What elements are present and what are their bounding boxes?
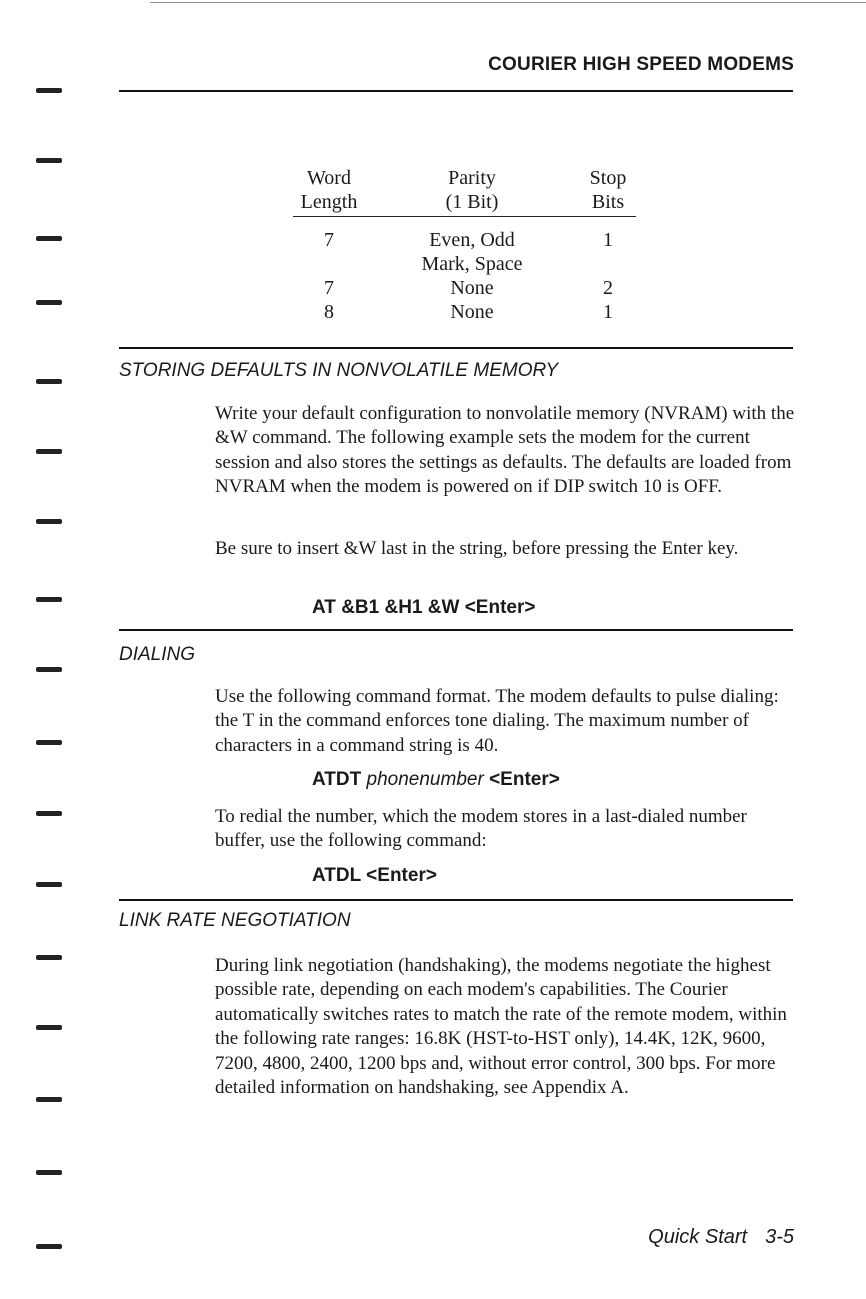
table-cell-parity: Even, Odd [429, 229, 515, 251]
binder-mark [36, 1244, 62, 1249]
table-cell-stop: 2 [603, 277, 613, 299]
dialing-command [312, 769, 560, 791]
running-head: COURIER HIGH SPEED MODEMS [488, 54, 794, 75]
section-heading-storing-defaults: STORING DEFAULTS IN NONVOLATILE MEMORY [119, 360, 559, 381]
binder-mark [36, 88, 62, 93]
dialing-paragraph-1: Use the following command format. The modem defaults to pulse dialing: the T in the command enforces tone dialing. The maximum number of characters in a command string is 40. [215, 686, 779, 756]
binder-mark [36, 158, 62, 163]
storing-paragraph-2: Be sure to insert &W last in the string, before pressing the Enter key. [215, 538, 739, 559]
binder-mark [36, 667, 62, 672]
table-header-rule [293, 216, 636, 217]
table-cell-stop: 1 [603, 229, 613, 251]
dialing-command-arg: phonenumber [366, 769, 484, 790]
table-header-parity: Parity (1 Bit) [445, 167, 499, 213]
binder-mark [36, 740, 62, 745]
binder-mark [36, 300, 62, 305]
binder-mark [36, 1025, 62, 1030]
binder-mark [36, 379, 62, 384]
footer-section: Quick Start [648, 1226, 748, 1248]
section-rule [119, 899, 793, 901]
table-cell-parity: None [450, 277, 494, 299]
binder-mark [36, 236, 62, 241]
table-cell-parity: None [450, 301, 494, 323]
table-header-stop-bits: Stop Bits [589, 167, 627, 213]
binder-mark [36, 597, 62, 602]
dialing-command-prefix: ATDT [312, 769, 362, 790]
storing-command: AT &B1 &H1 &W <Enter> [312, 597, 536, 618]
binder-mark [36, 955, 62, 960]
scan-top-line [150, 2, 866, 3]
section-rule [119, 629, 793, 631]
table-header-word-length: Word Length [300, 167, 358, 213]
redial-command: ATDL <Enter> [312, 865, 437, 886]
binder-mark [36, 1170, 62, 1175]
page-footer [648, 1226, 794, 1249]
dialing-command-suffix: <Enter> [489, 769, 560, 790]
section-rule [119, 347, 793, 349]
table-cell-word: 7 [324, 277, 334, 299]
storing-paragraph-1: Write your default configuration to nonvolatile memory (NVRAM) with the &W command. The following example sets the modem for the current session and also stores the settings as defaults. The defaults are loaded from NVRAM when the modem is powered on if DIP switch 10 is OFF. [215, 403, 795, 498]
binder-mark [36, 449, 62, 454]
table-cell-word: 7 [324, 229, 334, 251]
section-heading-link-rate: LINK RATE NEGOTIATION [119, 910, 351, 931]
table-cell-word: 8 [324, 301, 334, 323]
header-rule [119, 90, 793, 92]
footer-page-number: 3-5 [765, 1226, 794, 1248]
link-rate-paragraph: During link negotiation (handshaking), the modems negotiate the highest possible rate, depending on each modem's capabilities. The Courier automatically switches rates to match the rate of the remote modem, within the following rate ranges: 16.8K (HST-to-HST only), 14.4K, 12K, 9600, 7200, 4800, 2400, 1200 bps and, without error control, 300 bps. For more detailed information on handshaking, see Appendix A. [215, 955, 787, 1099]
table-cell-stop: 1 [603, 301, 613, 323]
binder-mark [36, 882, 62, 887]
binder-mark [36, 519, 62, 524]
dialing-paragraph-2: To redial the number, which the modem stores in a last-dialed number buffer, use the following command: [215, 806, 747, 852]
section-heading-dialing: DIALING [119, 644, 196, 665]
binder-mark [36, 811, 62, 816]
binder-mark [36, 1097, 62, 1102]
table-cell-parity: Mark, Space [421, 253, 523, 275]
